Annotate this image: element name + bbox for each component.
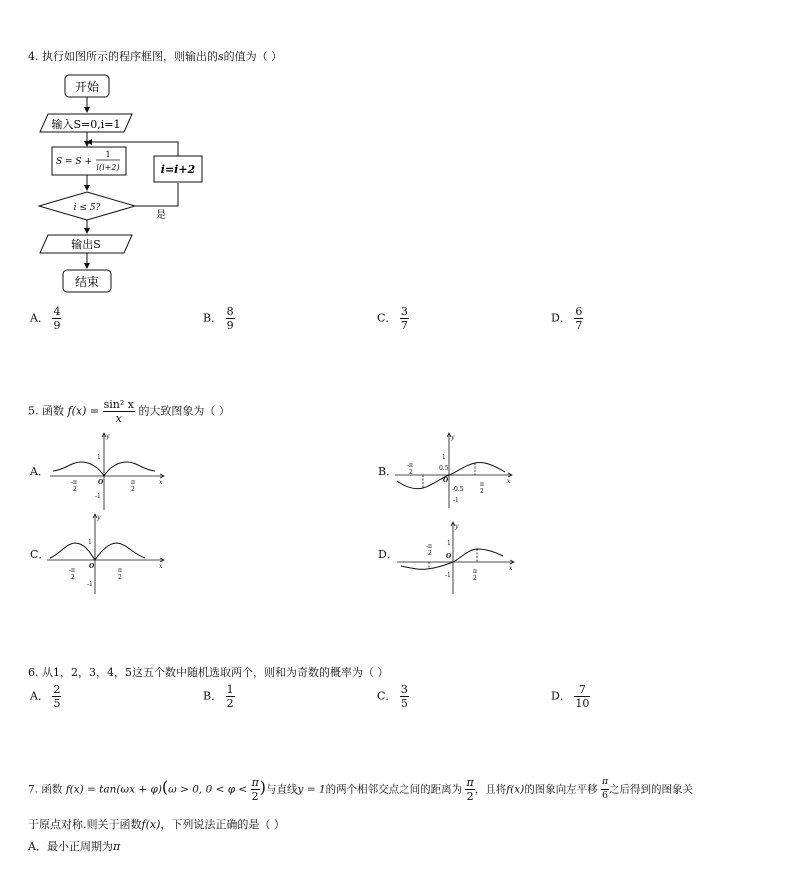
svg-text:y: y xyxy=(451,434,455,441)
svg-text:0.5: 0.5 xyxy=(439,465,449,472)
q6-option-b[interactable]: B． $\frac{1}{2}$ xyxy=(203,683,234,710)
svg-text:-1: -1 xyxy=(95,493,101,500)
svg-text:1: 1 xyxy=(442,454,446,461)
q5-option-a-label[interactable]: A． xyxy=(30,465,49,478)
q5-graph-c[interactable] xyxy=(45,510,170,595)
q4-stem: 4. 执行如图所示的程序框图，则输出的s的值为（ ） xyxy=(28,50,283,63)
svg-text:2: 2 xyxy=(409,469,413,476)
svg-text:2: 2 xyxy=(73,486,77,493)
svg-text:π: π xyxy=(131,479,135,486)
svg-text:-π: -π xyxy=(69,567,75,574)
flow-start-label: 开始 xyxy=(74,80,100,94)
q7-stem-line2: 于原点对称.则关于函数f(x)，下列说法正确的是（ ） xyxy=(28,818,285,831)
svg-text:O: O xyxy=(98,479,104,486)
q4-option-a[interactable]: A． $\frac{4}{9}$ xyxy=(30,305,61,332)
flow-yes-label: 是 xyxy=(156,210,166,221)
flow-end-label: 结束 xyxy=(74,275,100,289)
svg-text:2: 2 xyxy=(118,574,122,581)
svg-text:-1: -1 xyxy=(87,581,93,588)
svg-text:π: π xyxy=(118,567,122,574)
q5-graph-d[interactable] xyxy=(395,520,520,595)
svg-text:π: π xyxy=(473,568,477,575)
svg-text:y: y xyxy=(106,433,110,440)
svg-text:x: x xyxy=(507,478,511,485)
q5-option-b-label[interactable]: B． xyxy=(378,465,398,478)
svg-text:-1: -1 xyxy=(453,497,459,504)
q4-option-d[interactable]: D． $\frac{6}{7}$ xyxy=(551,305,583,332)
q5-graph-a[interactable] xyxy=(45,428,170,513)
svg-text:O: O xyxy=(89,563,95,570)
flow-decision-label: i ≤ 5? xyxy=(73,203,101,213)
svg-text:1: 1 xyxy=(447,540,451,547)
flow-update-label: i=i+2 xyxy=(160,163,196,176)
svg-text:x: x xyxy=(509,565,513,572)
svg-text:1: 1 xyxy=(97,454,101,461)
q6-option-c[interactable]: C． $\frac{3}{5}$ xyxy=(377,683,408,710)
svg-text:y: y xyxy=(455,523,459,530)
q4-flowchart xyxy=(30,70,230,300)
svg-text:O: O xyxy=(443,477,449,484)
svg-text:O: O xyxy=(446,553,452,560)
svg-text:1: 1 xyxy=(88,539,92,546)
q5-graph-b[interactable] xyxy=(393,430,518,510)
q6-option-a[interactable]: A． $\frac{2}{5}$ xyxy=(30,683,61,710)
svg-text:π: π xyxy=(480,481,484,488)
svg-text:2: 2 xyxy=(480,488,484,495)
q7-option-a[interactable]: A．最小正周期为π xyxy=(28,840,121,853)
flow-process-den: i(i+2) xyxy=(96,163,120,172)
q6-stem: 6. 从1，2，3，4，5这五个数中随机选取两个，则和为奇数的概率为（ ） xyxy=(28,666,389,679)
svg-text:-π: -π xyxy=(407,462,413,469)
q5-option-d-label[interactable]: D． xyxy=(378,548,398,561)
flow-process-num: 1 xyxy=(105,150,111,159)
svg-text:y: y xyxy=(97,514,101,521)
q5-option-c-label[interactable]: C． xyxy=(30,548,50,561)
svg-text:-0.5: -0.5 xyxy=(452,486,464,493)
flow-output-label: 输出S xyxy=(71,238,101,251)
svg-text:-π: -π xyxy=(71,479,77,486)
flow-input-label: 输入S=0,i=1 xyxy=(51,118,121,131)
svg-text:x: x xyxy=(159,563,163,570)
q5-stem: 5. 函数 f(x) = $\frac{\text{sin² x}}{x}$ 的大致图象为（ ） xyxy=(28,398,230,425)
q4-option-c[interactable]: C． $\frac{3}{7}$ xyxy=(377,305,408,332)
q6-option-d[interactable]: D． $\frac{7}{10}$ xyxy=(551,683,590,710)
svg-text:-1: -1 xyxy=(445,572,451,579)
svg-text:-π: -π xyxy=(426,543,432,550)
q7-stem-line1: 7. 函数 f(x) = tan(ωx + φ)(ω > 0, 0 < φ < $\frac{\pi}{2}$ )与直线y = 1的两个相邻交点之间的距离为 $\frac{\pi}{2}$ ，且将f(x)的图象向左平移 $\frac{\pi}{6}$ 之后得到的图象关 xyxy=(28,776,693,803)
svg-text:2: 2 xyxy=(473,575,477,582)
svg-text:x: x xyxy=(159,479,163,486)
flow-process-lhs: S = S + xyxy=(56,157,92,167)
svg-text:2: 2 xyxy=(428,550,432,557)
q4-option-b[interactable]: B． $\frac{8}{9}$ xyxy=(203,305,234,332)
svg-text:2: 2 xyxy=(71,574,75,581)
svg-text:2: 2 xyxy=(131,486,135,493)
